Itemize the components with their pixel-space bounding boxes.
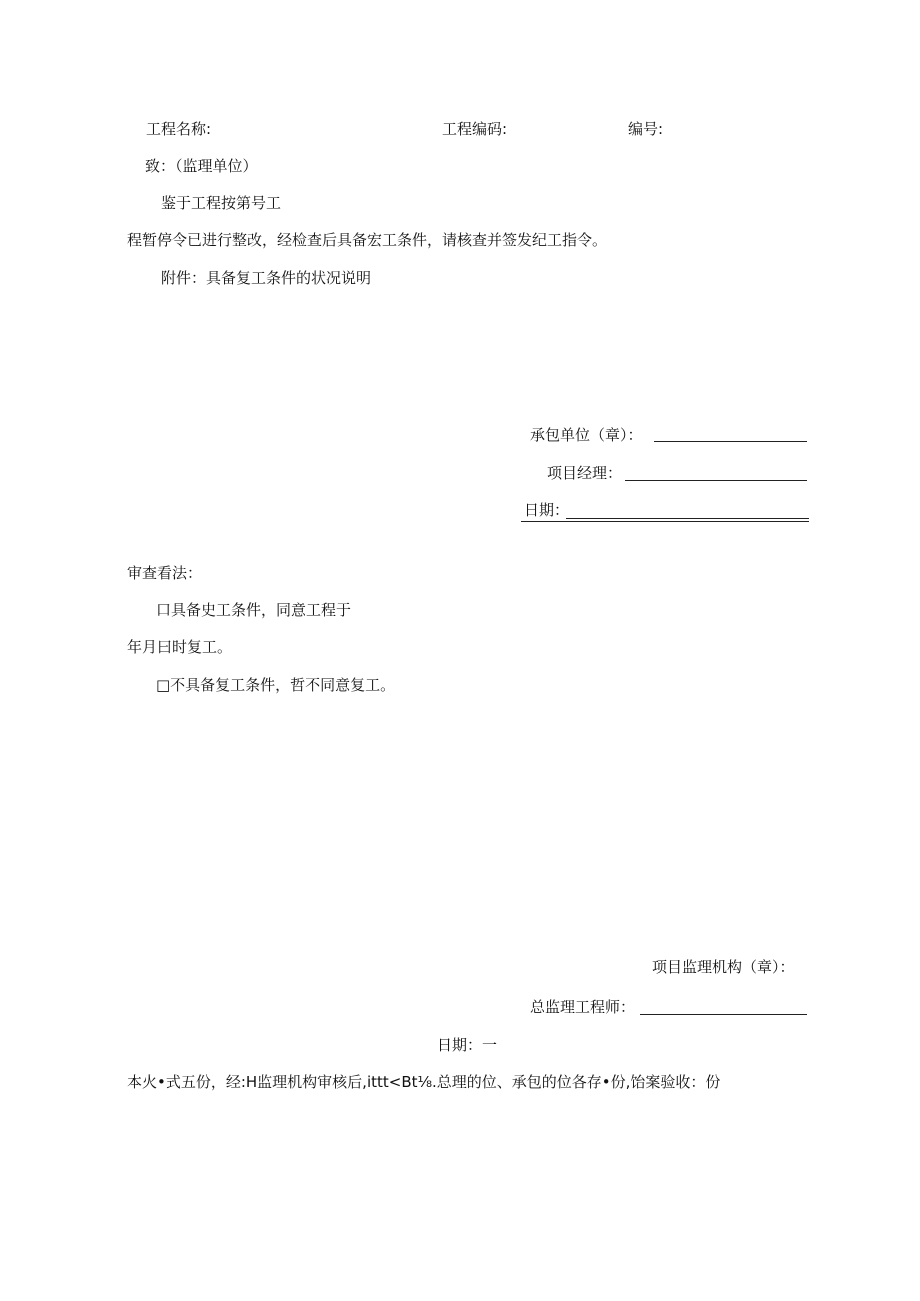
contractor-unit-signature-line[interactable] <box>654 441 807 442</box>
supervision-org-label: 项目监理机构（章）： <box>652 958 795 976</box>
attachment-line: 附件：具备复工条件的状况说明 <box>161 269 372 287</box>
review-agree-date: 年月曰时复工。 <box>127 638 233 656</box>
body-line-1: 鉴于工程按第号工 <box>161 194 282 212</box>
footer-note: 本火•式五份，经:H监理机构审核后,ittt<Bt⅛.总理的位、承包的位各存•份,饴案验收：份 <box>127 1073 721 1091</box>
project-manager-label: 项目经理： <box>547 464 623 482</box>
contractor-unit-label: 承包单位（章）： <box>530 426 643 444</box>
project-name-label: 工程名称: <box>146 120 212 138</box>
review-option-agree[interactable]: 口具备史工条件，同意工程于 <box>156 601 352 619</box>
chief-engineer-label: 总监理工程师： <box>530 998 636 1016</box>
contractor-date-label: 日期： <box>524 501 570 519</box>
contractor-block-rule <box>521 521 809 522</box>
review-title: 审查看法： <box>127 564 203 582</box>
chief-engineer-signature-line[interactable] <box>640 1014 807 1015</box>
contractor-date-line[interactable] <box>566 518 809 519</box>
project-manager-signature-line[interactable] <box>625 480 807 481</box>
addressee: 致：（监理单位） <box>145 157 258 175</box>
project-code-label: 工程编码: <box>442 120 508 138</box>
supervisor-date-label: 日期：一 <box>437 1036 498 1054</box>
review-option-disagree[interactable]: □不具备复工条件，哲不同意复工。 <box>156 676 396 694</box>
body-line-2: 程暂停令已进行整改，经检查后具备宏工条件，请核查并签发纪工指令。 <box>127 231 608 249</box>
number-label: 编号: <box>628 120 664 138</box>
